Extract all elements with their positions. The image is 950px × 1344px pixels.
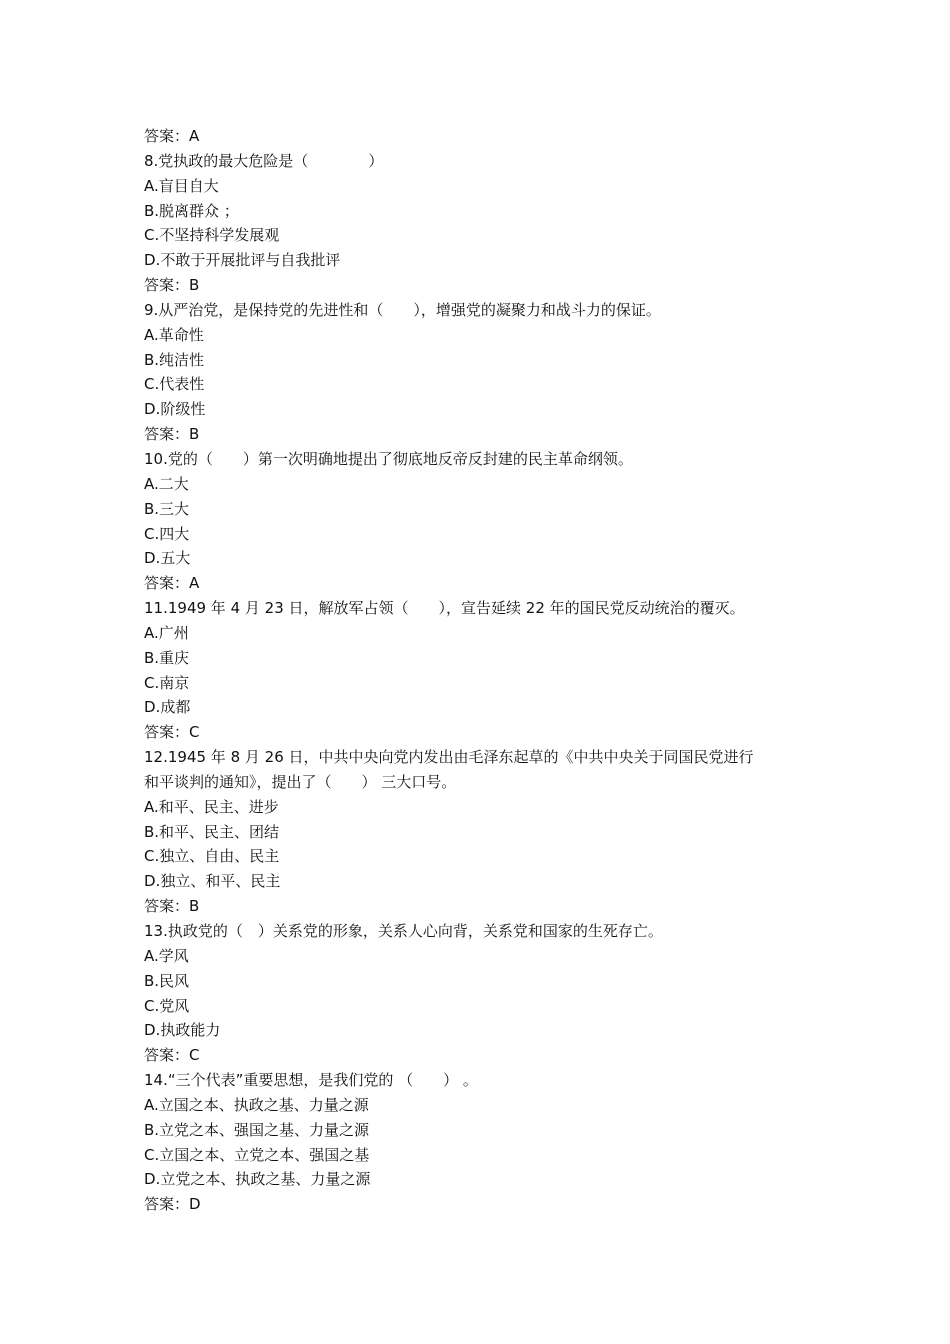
option-line: C.四大 — [144, 524, 190, 543]
option-line: C.代表性 — [144, 375, 205, 394]
option-line: B.和平、民主、团结 — [144, 822, 280, 841]
option-line: D.执政能力 — [144, 1021, 221, 1040]
option-line: A.和平、民主、进步 — [144, 797, 279, 816]
option-line: D.五大 — [144, 549, 191, 568]
option-line: A.革命性 — [144, 325, 204, 344]
option-line: C.不坚持科学发展观 — [144, 226, 280, 245]
option-line: D.立党之本、执政之基、力量之源 — [144, 1170, 371, 1189]
answer-line: 答案：A — [144, 127, 200, 145]
question-line: 9.从严治党，是保持党的先进性和（ ），增强党的凝聚力和战斗力的保证。 — [144, 300, 661, 319]
option-line: D.阶级性 — [144, 400, 206, 419]
question-line-continued: 和平谈判的通知》，提出了（ ） 三大口号。 — [144, 772, 457, 791]
option-line: A.立国之本、执政之基、力量之源 — [144, 1095, 369, 1114]
question-line: 8.党执政的最大危险是（ ） — [144, 151, 384, 170]
answer-line: 答案：C — [144, 1046, 200, 1065]
option-line: A.广州 — [144, 623, 189, 642]
question-line: 13.执政党的（ ）关系党的形象，关系人心向背，关系党和国家的生死存亡。 — [144, 922, 663, 940]
option-line: C.立国之本、立党之本、强国之基 — [144, 1145, 370, 1164]
option-line: B.民风 — [144, 971, 190, 990]
option-line: C.党风 — [144, 996, 190, 1015]
question-line: 11.1949 年 4 月 23 日，解放军占领（ ），宣告延续 22 年的国民党反动统治的覆灭。 — [144, 599, 745, 618]
option-line: C.独立、自由、民主 — [144, 847, 280, 866]
option-line: A.学风 — [144, 946, 189, 965]
question-line: 12.1945 年 8 月 26 日，中共中央向党内发出由毛泽东起草的《中共中央关于同国民党进行 — [144, 748, 754, 767]
question-line: 10.党的（ ）第一次明确地提出了彻底地反帝反封建的民主革命纲领。 — [144, 449, 633, 468]
option-line: A.二大 — [144, 474, 189, 493]
question-line: 14.“三个代表”重要思想，是我们党的 （ ） 。 — [144, 1071, 478, 1090]
option-line: B.重庆 — [144, 648, 190, 667]
option-line: D.成都 — [144, 698, 191, 717]
option-line: B.三大 — [144, 499, 190, 518]
answer-line: 答案：B — [144, 897, 200, 916]
answer-line: 答案：A — [144, 574, 200, 593]
answer-line: 答案：B — [144, 276, 200, 295]
option-line: D.不敢于开展批评与自我批评 — [144, 251, 341, 270]
answer-line: 答案：B — [144, 425, 200, 444]
answer-line: 答案：C — [144, 723, 200, 742]
option-line: C.南京 — [144, 673, 190, 692]
answer-line: 答案：D — [144, 1195, 201, 1214]
option-line: A.盲目自大 — [144, 176, 219, 195]
option-line: B.脱离群众 ； — [144, 201, 239, 220]
document-page — [144, 124, 824, 1217]
option-line: B.立党之本、强国之基、力量之源 — [144, 1120, 370, 1139]
option-line: D.独立、和平、民主 — [144, 872, 281, 891]
option-line: B.纯洁性 — [144, 350, 205, 369]
